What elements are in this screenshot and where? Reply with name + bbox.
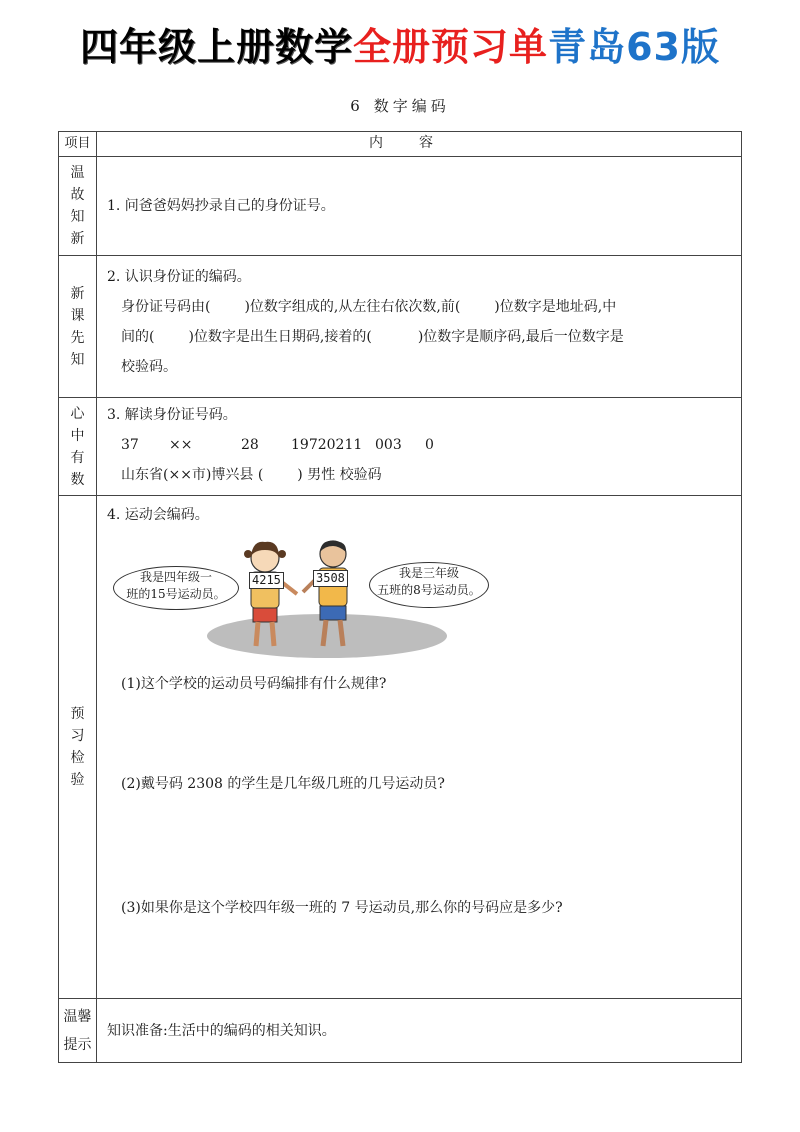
row-content-review [97, 157, 742, 256]
text: )位数字组成的,从左往右依次数,前( [244, 299, 461, 315]
table-row [59, 398, 742, 496]
lesson-number: 6 [350, 97, 360, 115]
header-item: 项目 [59, 132, 97, 157]
code-segment: 0 [425, 437, 434, 453]
code-segment: ×× [169, 437, 193, 453]
bubble-text: 我是三年级 [398, 566, 459, 580]
label-char: 故 [70, 187, 85, 203]
label-char: 知 [70, 351, 85, 368]
code-segment: 19720211 [291, 437, 363, 453]
row-label-tips [59, 999, 97, 1063]
label-char: 先 [70, 329, 85, 346]
tip-text: 知识准备:生活中的编码的相关知识。 [107, 1022, 336, 1039]
page-banner [0, 22, 800, 72]
question-2-line-1 [107, 292, 741, 322]
bubble-text: 五班的8号运动员。 [377, 583, 481, 597]
label-char: 习 [70, 728, 85, 744]
header-content: 内容 [97, 132, 742, 157]
question-2-line-2 [107, 322, 741, 352]
row-content-new-lesson [97, 256, 742, 398]
table-row [59, 256, 742, 398]
id-code-segments [107, 430, 741, 460]
banner-grade-subject: 四年级上册数学 [80, 25, 354, 69]
lesson-title [0, 95, 800, 116]
label-char: 温 [70, 165, 85, 181]
bib-number-girl: 4215 [249, 572, 284, 589]
label-char: 数 [70, 471, 85, 488]
label-char: 课 [70, 307, 85, 324]
label-char: 新 [70, 231, 85, 247]
code-segment: 28 [241, 437, 259, 453]
bubble-text: 我是四年级一 [139, 570, 212, 584]
question-3-title: 3. 解读身份证号码。 [107, 407, 237, 423]
label-char: 知 [70, 209, 85, 225]
row-content-tips [97, 999, 742, 1063]
label-char: 有 [70, 449, 85, 466]
question-4-title: 4. 运动会编码。 [107, 507, 209, 523]
row-label-check [59, 496, 97, 999]
text: ) 男性 校验码 [297, 467, 382, 483]
label-char: 新 [70, 285, 85, 302]
text: 身份证号码由( [121, 299, 211, 315]
banner-edition: 青岛63版 [548, 25, 720, 69]
table-header-row [59, 132, 742, 157]
preview-table [58, 131, 742, 1063]
bib-number-boy: 3508 [313, 570, 348, 587]
question-2-title: 2. 认识身份证的编码。 [107, 269, 251, 285]
label-char: 验 [70, 772, 85, 788]
label-char: 检 [70, 750, 85, 766]
text: 山东省(××市)博兴县 ( [121, 467, 264, 483]
text: )位数字是顺序码,最后一位数字是 [417, 329, 624, 345]
speech-bubble-boy [369, 562, 489, 608]
question-4-3: (3)如果你是这个学校四年级一班的 7 号运动员,那么你的号码应是多少? [121, 900, 563, 916]
code-segment: 003 [375, 437, 402, 453]
code-segment: 37 [121, 437, 139, 453]
row-label-review [59, 157, 97, 256]
table-row [59, 157, 742, 256]
row-label-new-lesson [59, 256, 97, 398]
bubble-text: 班的15号运动员。 [126, 587, 226, 601]
question-4-1: (1)这个学校的运动员号码编排有什么规律? [121, 676, 387, 692]
row-content-know [97, 398, 742, 496]
table-row [59, 999, 742, 1063]
sports-illustration [107, 536, 527, 664]
lesson-name: 数字编码 [373, 97, 450, 115]
label-text: 温馨 [63, 1008, 92, 1025]
text: )位数字是出生日期码,接着的( [188, 329, 372, 345]
speech-bubble-girl [113, 566, 239, 610]
id-code-meanings [107, 460, 741, 490]
question-4-2: (2)戴号码 2308 的学生是几年级几班的几号运动员? [121, 776, 445, 792]
question-1: 1. 问爸爸妈妈抄录自己的身份证号。 [107, 198, 335, 214]
label-char: 中 [70, 427, 85, 444]
row-content-check [97, 496, 742, 999]
text: )位数字是地址码,中 [494, 299, 617, 315]
text: 间的( [121, 329, 155, 345]
question-2-line-3: 校验码。 [121, 359, 177, 375]
label-char: 心 [70, 405, 85, 422]
row-label-know [59, 398, 97, 496]
label-char: 预 [70, 706, 85, 722]
table-row [59, 496, 742, 999]
banner-preview-sheet: 全册预习单 [353, 25, 549, 69]
label-text: 提示 [63, 1036, 92, 1053]
